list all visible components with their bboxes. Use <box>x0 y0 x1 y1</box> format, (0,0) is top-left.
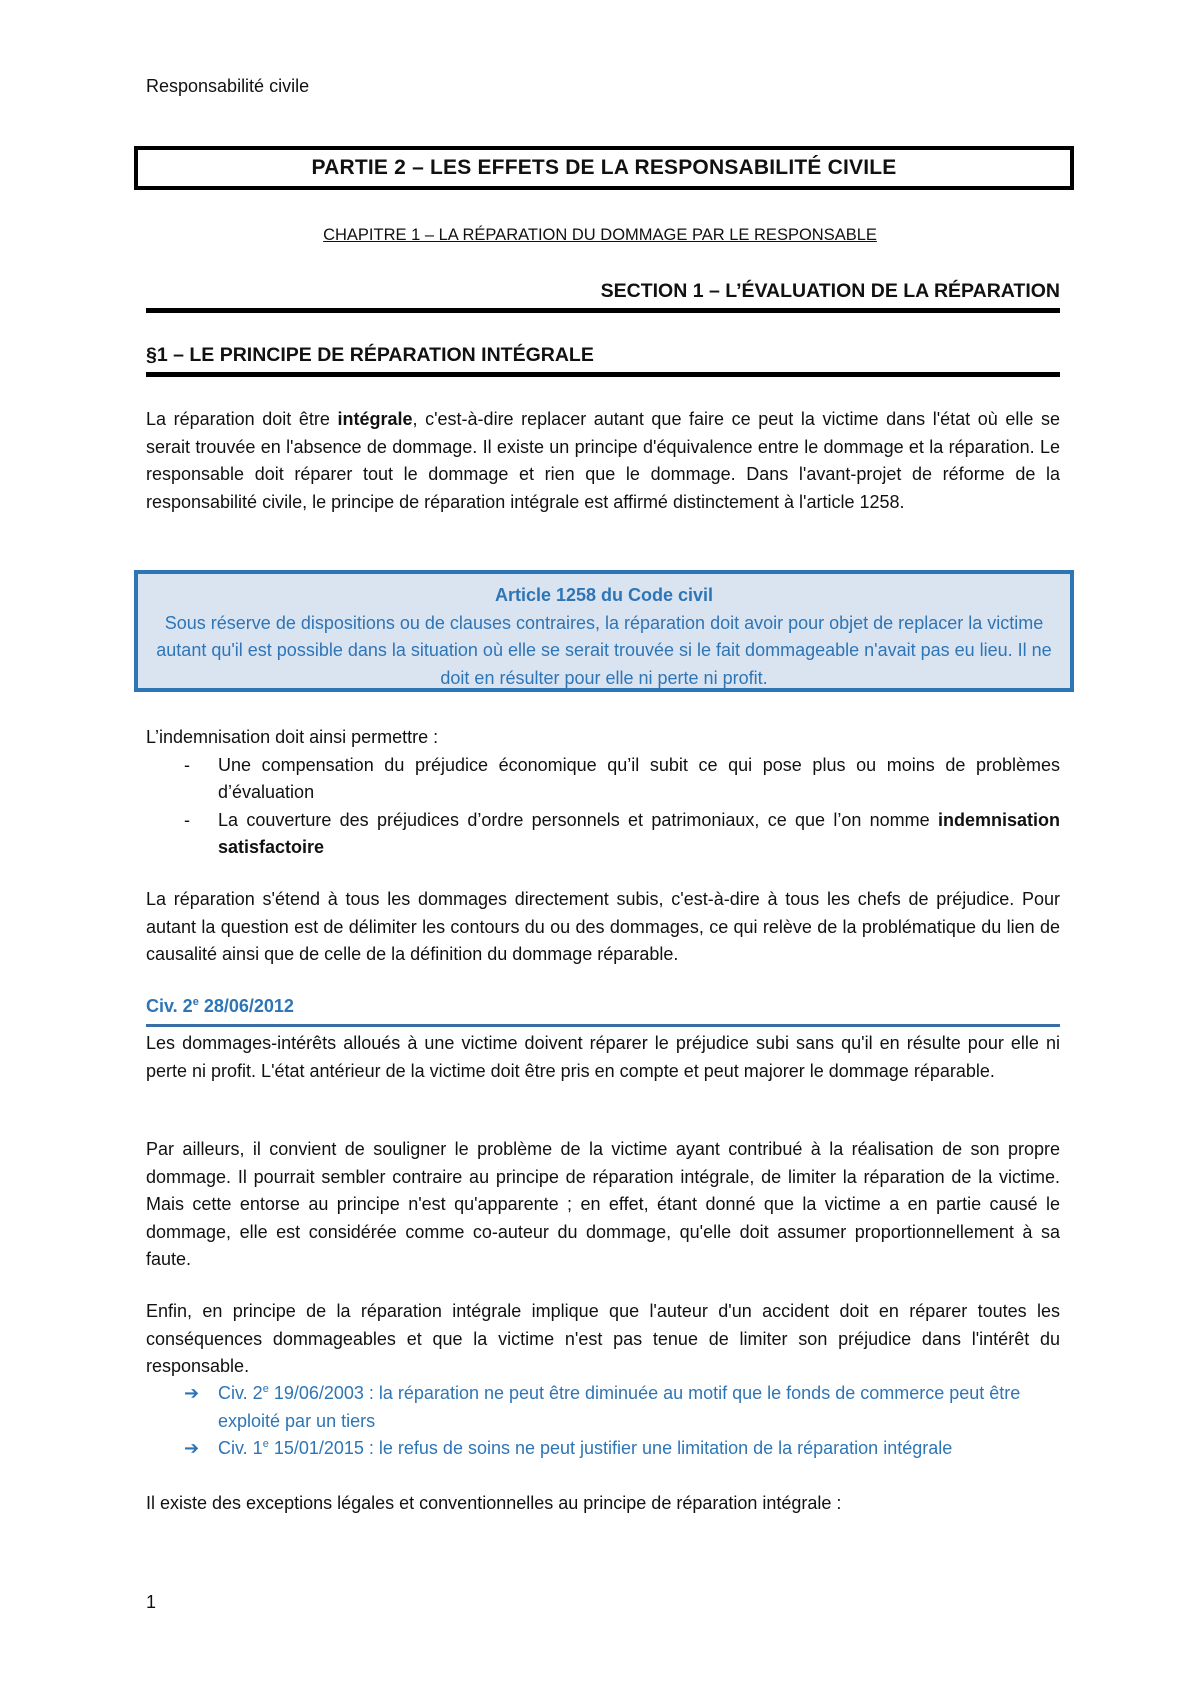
intro-text-a: La réparation doit être <box>146 409 338 429</box>
page-number: 1 <box>146 1592 157 1612</box>
indemnisation-list <box>146 724 1060 862</box>
section-rule <box>146 308 1060 313</box>
case-sup: e <box>192 996 199 1008</box>
arrow-icon: ➔ <box>184 1438 200 1458</box>
extent-paragraph: La réparation s'étend à tous les dommages directement subis, c'est-à-dire à tous les chefs de préjudice. Pour autant la question est de délimiter les contours du ou des dommages, ce qui relève de la problématique du lien de causalité ainsi que de celle de la définition du dommage réparable. <box>146 889 1060 964</box>
case-date: 28/06/2012 <box>198 996 294 1016</box>
partie-title-text: PARTIE 2 – LES EFFETS DE LA RESPONSABILITÉ CIVILE <box>311 156 897 179</box>
case-title <box>146 996 294 1017</box>
ref-text: 19/06/2003 : la réparation ne peut être diminuée au motif que le fonds de commerce peut être exploité par un tiers <box>218 1383 1021 1431</box>
section-title: SECTION 1 – L’ÉVALUATION DE LA RÉPARATION <box>600 280 1060 302</box>
article-text: Sous réserve de dispositions ou de clauses contraires, la réparation doit avoir pour objet de replacer la victime autant qu'il est possible dans la situation où elle se serait trouvée si le fait dommageable n'avait pas eu lieu. Il ne doit en résulter pour elle ni perte ni profit. <box>156 612 1052 688</box>
intro-text-b: , c'est-à-dire replacer autant que faire ce peut la victime dans l'état où elle se serait trouvée en l'absence de dommage. Il existe un principe d'équivalence entre le dommage et la réparation. Le responsable doit réparer tout le dommage et rien que le dommage. Dans l'avant-projet de réforme de la responsabilité civile, le principe de réparation intégrale est affirmé distinctement à l'article 1258. <box>146 409 1060 512</box>
ref-prefix: Civ. 2 <box>218 1383 263 1403</box>
running-header: Responsabilité civile <box>146 76 310 96</box>
enfin-paragraph: Enfin, en principe de la réparation intégrale implique que l'auteur d'un accident doit en réparer toutes les conséquences dommageables et que la victime n'est pas tenue de limiter son préjudice dans l'intérêt du responsable. <box>146 1301 1060 1376</box>
list-item <box>146 807 1060 862</box>
reference-list <box>146 1380 1060 1463</box>
ref-text: 15/01/2015 : le refus de soins ne peut justifier une limitation de la réparation intégrale <box>268 1438 953 1458</box>
reference-item <box>146 1435 1060 1463</box>
case-rule <box>146 1024 1060 1027</box>
chapitre-title: CHAPITRE 1 – LA RÉPARATION DU DOMMAGE PAR LE RESPONSABLE <box>323 226 877 244</box>
list-item-bold: indemnisation satisfactoire <box>218 809 1060 857</box>
intro-paragraph <box>146 406 1060 516</box>
list-item-text: Une compensation du préjudice économique qu’il subit ce qui pose plus ou moins de problèmes d’évaluation <box>218 754 1060 802</box>
list-item <box>146 752 1060 807</box>
reference-item <box>146 1380 1060 1435</box>
case-text: Les dommages-intérêts alloués à une victime doivent réparer le préjudice subi sans qu'il en résulte pour elle ni perte ni profit. L'état antérieur de la victime doit être pris en compte et peut majorer le dommage réparable. <box>146 1033 1060 1081</box>
victim-paragraph: Par ailleurs, il convient de souligner le problème de la victime ayant contribué à la réalisation de son propre dommage. Il pourrait sembler contraire au principe de réparation intégrale, de limiter la réparation de la victime. Mais cette entorse au principe n'est qu'apparente ; en effet, étant donné que la victime a en partie causé le dommage, elle est considérée comme co-auteur du dommage, qu'elle doit assumer proportionnellement à sa faute. <box>146 1139 1060 1269</box>
paragraph-title: §1 – LE PRINCIPE DE RÉPARATION INTÉGRALE <box>146 344 594 366</box>
arrow-icon: ➔ <box>184 1383 200 1403</box>
dash-bullet: - <box>184 754 190 775</box>
partie-title <box>134 146 1074 190</box>
indemnisation-lead: L’indemnisation doit ainsi permettre : <box>146 727 439 747</box>
paragraph-rule <box>146 372 1060 377</box>
list-item-text: La couverture des préjudices d’ordre personnels et patrimoniaux, ce que l’on nomme <box>218 809 938 830</box>
article-box <box>134 570 1074 692</box>
dash-bullet: - <box>184 809 190 830</box>
ref-sup: e <box>262 1383 269 1395</box>
ref-prefix: Civ. 1 <box>218 1438 263 1458</box>
case-prefix: Civ. 2 <box>146 996 193 1016</box>
article-title: Article 1258 du Code civil <box>494 585 714 605</box>
intro-bold: intégrale <box>337 409 413 429</box>
ref-sup: e <box>262 1438 269 1450</box>
exceptions-paragraph: Il existe des exceptions légales et conventionnelles au principe de réparation intégrale : <box>146 1493 842 1513</box>
